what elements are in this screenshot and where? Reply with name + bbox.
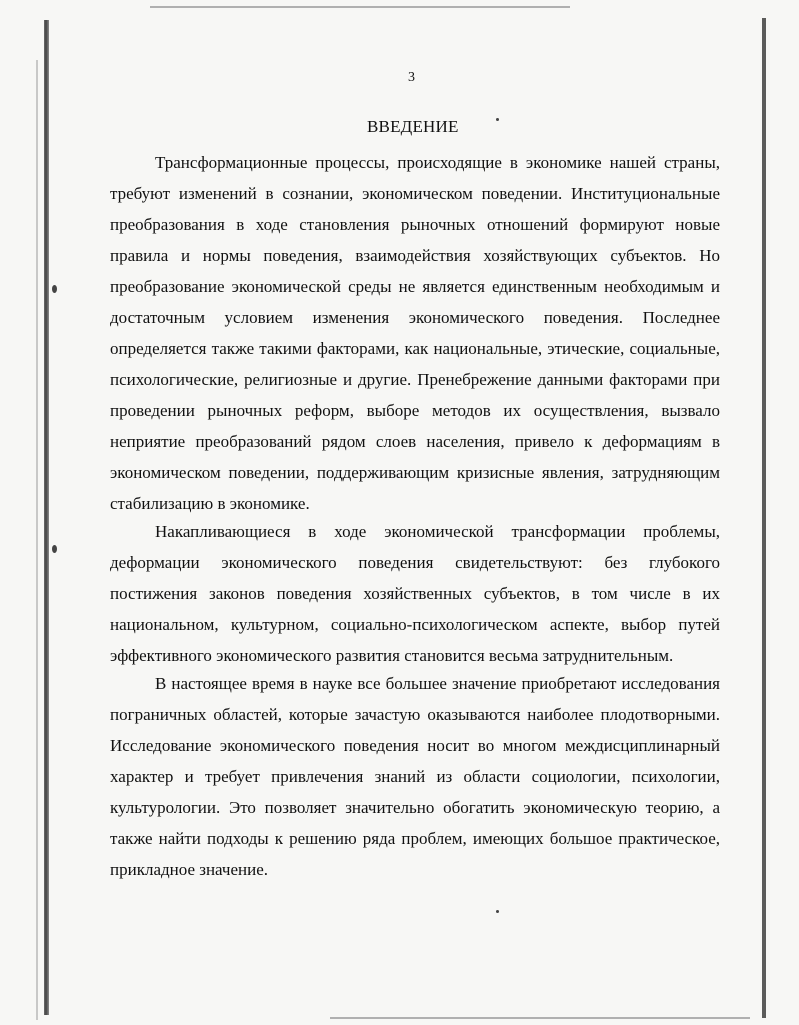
scan-speck xyxy=(496,118,499,121)
paragraph: Накапливающиеся в ходе экономической трансформации проблемы, деформации экономического поведения свидетельствуют: без глубокого постижения законов поведения хозяйственных субъектов, в том числе в их национальном, культурном, социально-психологическом аспекте, выбор путей эффективного экономического развития становится весьма затруднительным. xyxy=(110,522,720,665)
page-number: 3 xyxy=(408,70,415,85)
scan-artifact-right-edge xyxy=(762,18,766,1018)
scan-speck xyxy=(496,910,499,913)
scan-artifact-binding xyxy=(44,20,49,1015)
scan-artifact-binding-shadow xyxy=(36,60,38,1020)
scan-artifact-bottom xyxy=(330,1017,750,1019)
section-heading: ВВЕДЕНИЕ xyxy=(367,117,459,136)
paragraph: В настоящее время в науке все большее значение приобретают исследования пограничных областей, которые зачастую оказываются наиболее плодотворными. Исследование экономического поведения носит во многом междисциплинарный характер и требует привлечения знаний из области социологии, психологии, культурологии. Это позволяет значительно обогатить экономическую теорию, а также найти подходы к решению ряда проблем, имеющих большое практическое, прикладное значение. xyxy=(110,674,720,879)
paragraph: Трансформационные процессы, происходящие в экономике нашей страны, требуют изменений в сознании, экономическом поведении. Институциональные преобразования в ходе становления рыночных отношений формируют новые правила и нормы поведения, взаимодействия хозяйствующих субъектов. Но преобразование экономической среды не является единственным необходимым и достаточным условием изменения экономического поведения. Последнее определяется также такими факторами, как национальные, этические, социальные, психологические, религиозные и другие. Пренебрежение данными факторами при проведении рыночных реформ, выборе методов их осуществления, вызвало неприятие преобразований рядом слоев населения, привело к деформациям в экономическом поведении, поддерживающим кризисные явления, затрудняющим стабилизацию в экономике. xyxy=(110,153,720,513)
scan-speck xyxy=(52,545,57,553)
scan-speck xyxy=(52,285,57,293)
scan-artifact-top xyxy=(150,6,570,8)
